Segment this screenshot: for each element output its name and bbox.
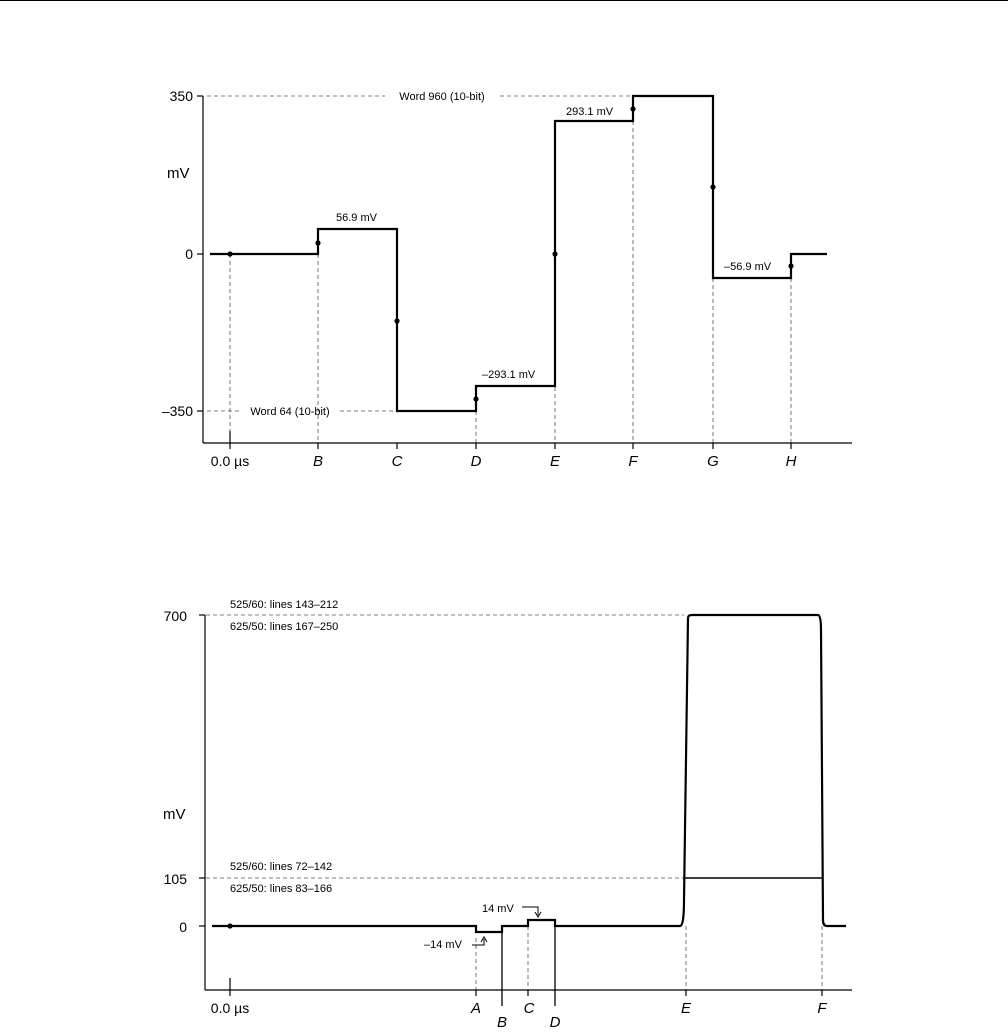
chart-1-annotation-word960: Word 960 (10-bit) (399, 91, 485, 103)
chart-1-ytick-0: 0 (185, 246, 193, 262)
chart-1-point-0 (227, 251, 232, 256)
chart-1-ytick-350: 350 (169, 88, 193, 104)
chart-2-annotation-625-83: 625/50: lines 83–166 (230, 883, 333, 895)
chart-1-y-unit: mV (167, 165, 190, 182)
chart-2-annotation-14mv: 14 mV (482, 903, 514, 915)
chart-2-y-unit: mV (163, 806, 186, 823)
chart-1-point-b (315, 240, 320, 245)
chart-2-xlabel-f: F (817, 1000, 827, 1017)
chart-1-point-c (394, 318, 399, 323)
chart-1-xlabel-g: G (707, 453, 719, 470)
chart-1-point-h (788, 263, 793, 268)
chart-1-xlabel-c: C (391, 453, 403, 470)
chart-2-ytick-0: 0 (179, 919, 187, 935)
chart-2-annotation-625-167: 625/50: lines 167–250 (230, 621, 339, 633)
chart-1 (162, 88, 852, 470)
chart-1-annotation-word64: Word 64 (10-bit) (250, 406, 330, 418)
chart-2-annotation-525-72: 525/60: lines 72–142 (230, 861, 333, 873)
chart-1-xlabel-f: F (628, 453, 638, 470)
chart-1-annotation-neg293.1: –293.1 mV (482, 369, 536, 381)
chart-1-series-line (210, 96, 827, 411)
chart-1-xlabel-d: D (470, 453, 482, 470)
chart-2-ytick-700: 700 (163, 608, 187, 624)
chart-2-point-0 (227, 923, 232, 928)
chart-1-annotation-293.1: 293.1 mV (566, 106, 614, 118)
chart-1-ytick-neg350: –350 (161, 403, 193, 419)
chart-2-xlabel-e: E (680, 1000, 692, 1017)
chart-2-xlabel-0: 0.0 µs (210, 1000, 250, 1016)
chart-1-point-f (630, 106, 635, 111)
chart-2-xlabel-b: B (496, 1014, 508, 1031)
chart-1-xlabel-b: B (312, 453, 324, 470)
chart-2-xlabel-c: C (523, 1000, 535, 1017)
chart-1-annotation-56.9: 56.9 mV (336, 212, 377, 224)
chart-1-xlabel-0: 0.0 µs (210, 453, 250, 469)
chart-2-xlabel-a: A (470, 1000, 482, 1017)
chart-1-annotation-neg56.9: –56.9 mV (724, 261, 772, 273)
chart-2-xlabel-d: D (549, 1014, 561, 1031)
chart-1-xlabel-h: H (785, 453, 797, 470)
chart-1-point-d (473, 396, 478, 401)
chart-1-guides (207, 96, 791, 443)
chart-2-ytick-105: 105 (163, 871, 187, 887)
chart-2 (163, 599, 852, 1031)
chart-1-xlabel-e: E (549, 453, 561, 470)
chart-1-point-g (710, 184, 715, 189)
chart-1-point-e (552, 251, 557, 256)
chart-2-annotation-525-143: 525/60: lines 143–212 (230, 599, 339, 611)
chart-2-annotation-neg14mv: –14 mV (424, 939, 462, 951)
chart-2-guides (206, 615, 822, 990)
